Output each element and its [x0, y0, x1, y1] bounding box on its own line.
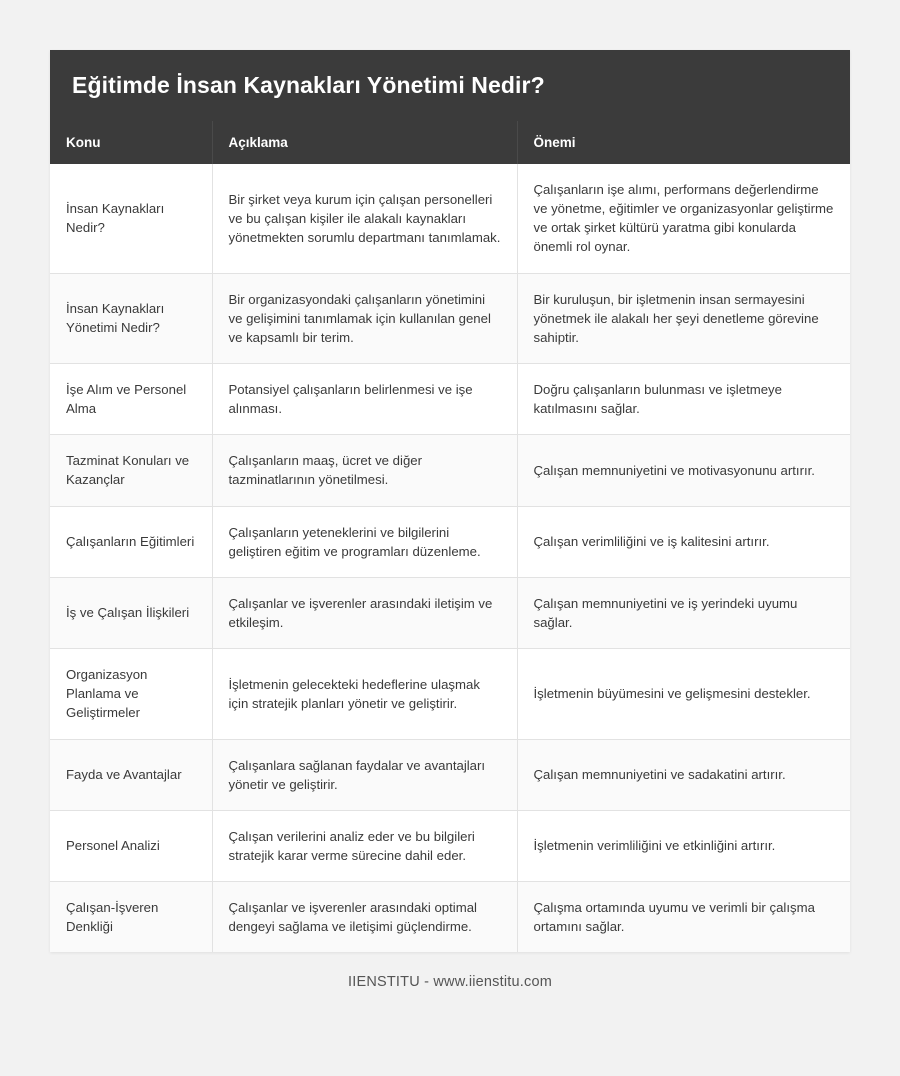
table-header [50, 121, 850, 164]
column-header-aciklama: Açıklama [212, 121, 517, 164]
cell-onemi: Doğru çalışanların bulunması ve işletmeye katılmasını sağlar. [517, 363, 850, 434]
table-row [50, 810, 850, 881]
cell-aciklama: Potansiyel çalışanların belirlenmesi ve işe alınması. [212, 363, 517, 434]
table-body [50, 164, 850, 952]
cell-konu: Organizasyon Planlama ve Geliştirmeler [50, 649, 212, 739]
cell-aciklama: İşletmenin gelecekteki hedeflerine ulaşmak için stratejik planları yönetir ve geliştirir. [212, 649, 517, 739]
cell-onemi: Çalışan memnuniyetini ve motivasyonunu artırır. [517, 435, 850, 506]
cell-onemi: İşletmenin verimliliğini ve etkinliğini artırır. [517, 810, 850, 881]
cell-aciklama: Çalışanlar ve işverenler arasındaki iletişim ve etkileşim. [212, 577, 517, 648]
cell-konu: Tazminat Konuları ve Kazançlar [50, 435, 212, 506]
cell-aciklama: Çalışan verilerini analiz eder ve bu bilgileri stratejik karar verme sürecine dahil eder. [212, 810, 517, 881]
cell-onemi: Çalışan verimliliğini ve iş kalitesini artırır. [517, 506, 850, 577]
table-row [50, 506, 850, 577]
cell-konu: İnsan Kaynakları Nedir? [50, 164, 212, 273]
cell-konu: Çalışanların Eğitimleri [50, 506, 212, 577]
column-header-onemi: Önemi [517, 121, 850, 164]
table-row [50, 435, 850, 506]
page-title: Eğitimde İnsan Kaynakları Yönetimi Nedir? [50, 50, 850, 121]
cell-onemi: Çalışan memnuniyetini ve iş yerindeki uyumu sağlar. [517, 577, 850, 648]
cell-onemi: Çalışanların işe alımı, performans değerlendirme ve yönetme, eğitimler ve organizasyonlar geliştirme ve ortak şirket kültürü yaratma gibi konularda önemli rol oynar. [517, 164, 850, 273]
cell-onemi: Çalışma ortamında uyumu ve verimli bir çalışma ortamını sağlar. [517, 882, 850, 953]
table-row [50, 273, 850, 363]
hrm-table [50, 121, 850, 952]
cell-aciklama: Çalışanlara sağlanan faydalar ve avantajları yönetir ve geliştirir. [212, 739, 517, 810]
cell-konu: Çalışan-İşveren Denkliği [50, 882, 212, 953]
footer-credit: IIENSTITU - www.iienstitu.com [348, 974, 552, 991]
table-row [50, 164, 850, 273]
cell-aciklama: Bir organizasyondaki çalışanların yönetimini ve gelişimini tanımlamak için kullanılan genel ve kapsamlı bir terim. [212, 273, 517, 363]
cell-konu: Fayda ve Avantajlar [50, 739, 212, 810]
cell-konu: İş ve Çalışan İlişkileri [50, 577, 212, 648]
cell-konu: İnsan Kaynakları Yönetimi Nedir? [50, 273, 212, 363]
cell-konu: Personel Analizi [50, 810, 212, 881]
cell-onemi: Bir kuruluşun, bir işletmenin insan sermayesini yönetmek ile alakalı her şeyi denetleme görevine sahiptir. [517, 273, 850, 363]
table-row [50, 363, 850, 434]
table-row [50, 739, 850, 810]
column-header-konu: Konu [50, 121, 212, 164]
table-row [50, 577, 850, 648]
table-row [50, 649, 850, 739]
cell-aciklama: Çalışanların yeteneklerini ve bilgilerini geliştiren eğitim ve programları düzenleme. [212, 506, 517, 577]
cell-onemi: Çalışan memnuniyetini ve sadakatini artırır. [517, 739, 850, 810]
table-header-row [50, 121, 850, 164]
cell-aciklama: Çalışanların maaş, ücret ve diğer tazminatlarının yönetilmesi. [212, 435, 517, 506]
info-table-card [50, 50, 850, 952]
cell-konu: İşe Alım ve Personel Alma [50, 363, 212, 434]
cell-onemi: İşletmenin büyümesini ve gelişmesini destekler. [517, 649, 850, 739]
cell-aciklama: Çalışanlar ve işverenler arasındaki optimal dengeyi sağlama ve iletişimi güçlendirme. [212, 882, 517, 953]
table-row [50, 882, 850, 953]
cell-aciklama: Bir şirket veya kurum için çalışan personelleri ve bu çalışan kişiler ile alakalı kaynakları yönetmekten sorumlu departmanı tanımlamak. [212, 164, 517, 273]
